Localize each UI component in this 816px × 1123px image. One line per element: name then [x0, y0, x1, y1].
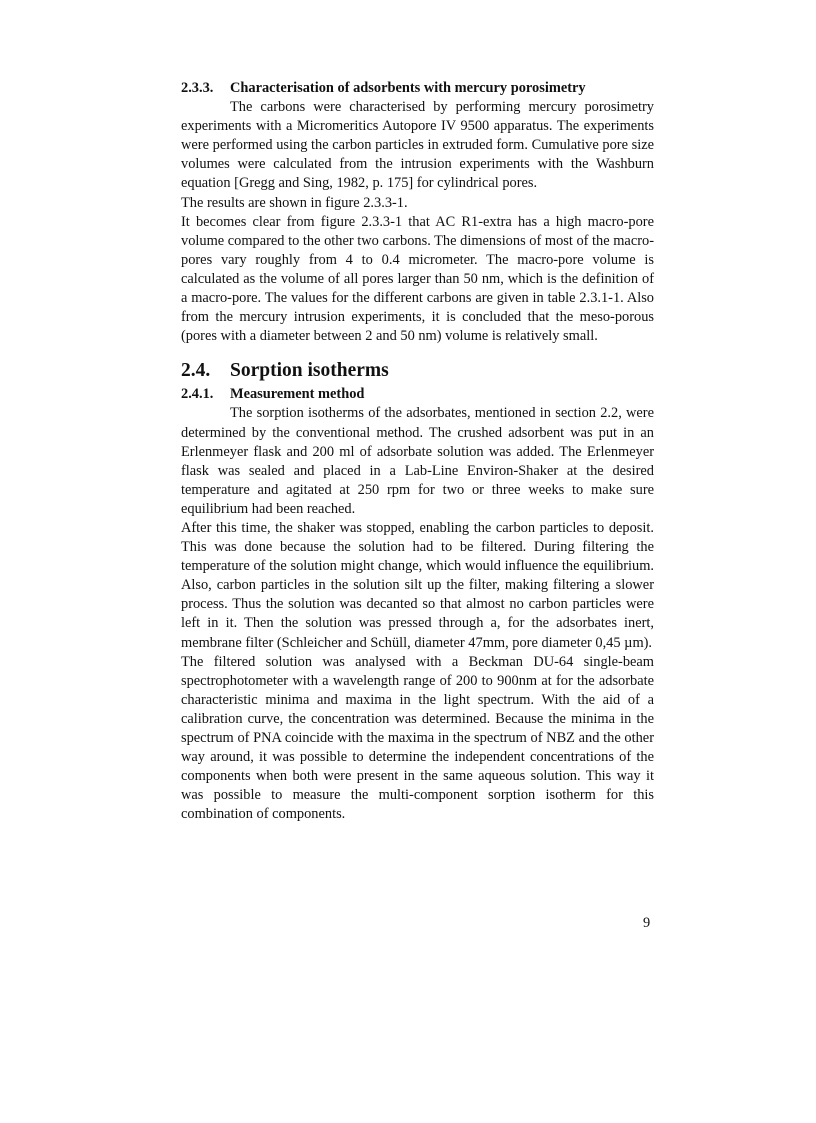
section-2-4-1-heading: [181, 385, 654, 404]
section-number: 2.4.: [181, 360, 211, 382]
paragraph: The results are shown in figure 2.3.3-1.: [181, 194, 408, 211]
section-title: Sorption isotherms: [230, 360, 389, 382]
page-number: 9: [643, 915, 651, 931]
paragraph: After this time, the shaker was stopped, enabling the carbon particles to deposit. This was done because the solution had to be filtered. During filtering the temperature of the solution might change, which would influence the equilibrium. Also, carbon particles in the solution silt up the filter, making filtering a slower process. Thus the solution was decanted so that almost no carbon particles were left in it. Then the solution was pressed through a, for the adsorbates inert, membrane filter (Schleicher and Schüll, diameter 47mm, pore diameter 0,45 µm).: [181, 519, 654, 651]
section-title: Characterisation of adsorbents with mercury porosimetry: [230, 80, 586, 96]
section-title: Measurement method: [230, 386, 365, 403]
section-number: 2.4.1.: [181, 386, 214, 403]
page-content: [181, 79, 654, 824]
section-number: 2.3.3.: [181, 80, 214, 96]
paragraph: The filtered solution was analysed with a Beckman DU-64 single-beam spectrophotometer with a wavelength range of 200 to 900nm at for the adsorbate characteristic minima and maxima in the light spectrum. With the aid of a calibration curve, the concentration was determined. Because the minima in the spectrum of PNA coincide with the maxima in the spectrum of NBZ and the other way around, it was possible to determine the independent concentrations of the components when both were present in the same aqueous solution. This way it was possible to measure the multi-component sorption isotherm for this combination of components.: [181, 653, 654, 823]
section-2-4-heading: [181, 359, 654, 383]
paragraph: The sorption isotherms of the adsorbates, mentioned in section 2.2, were determined by the conventional method. The crushed adsorbent was put in an Erlenmeyer flask and 200 ml of adsorbate solution was added. The Erlenmeyer flask was sealed and placed in a Lab-Line Environ-Shaker at the desired temperature and agitated at 250 rpm for two or three weeks to make sure equilibrium had been reached.: [181, 405, 654, 517]
section-2-3-3-heading: [181, 79, 654, 98]
paragraph: The carbons were characterised by performing mercury porosimetry experiments with a Micromeritics Autopore IV 9500 apparatus. The experiments were performed using the carbon particles in extruded form. Cumulative pore size volumes were calculated from the intrusion experiments with the Washburn equation [Gregg and Sing, 1982, p. 175] for cylindrical pores.: [181, 99, 654, 192]
paragraph: It becomes clear from figure 2.3.3-1 that AC R1-extra has a high macro-pore volume compared to the other two carbons. The dimensions of most of the macro-pores vary roughly from 4 to 0.4 micrometer. The macro-pore volume is calculated as the volume of all pores larger than 50 nm, which is the definition of a macro-pore. The values for the different carbons are given in table 2.3.1-1. Also from the mercury intrusion experiments, it is concluded that the meso-porous (pores with a diameter between 2 and 50 nm) volume is relatively small.: [181, 213, 654, 345]
